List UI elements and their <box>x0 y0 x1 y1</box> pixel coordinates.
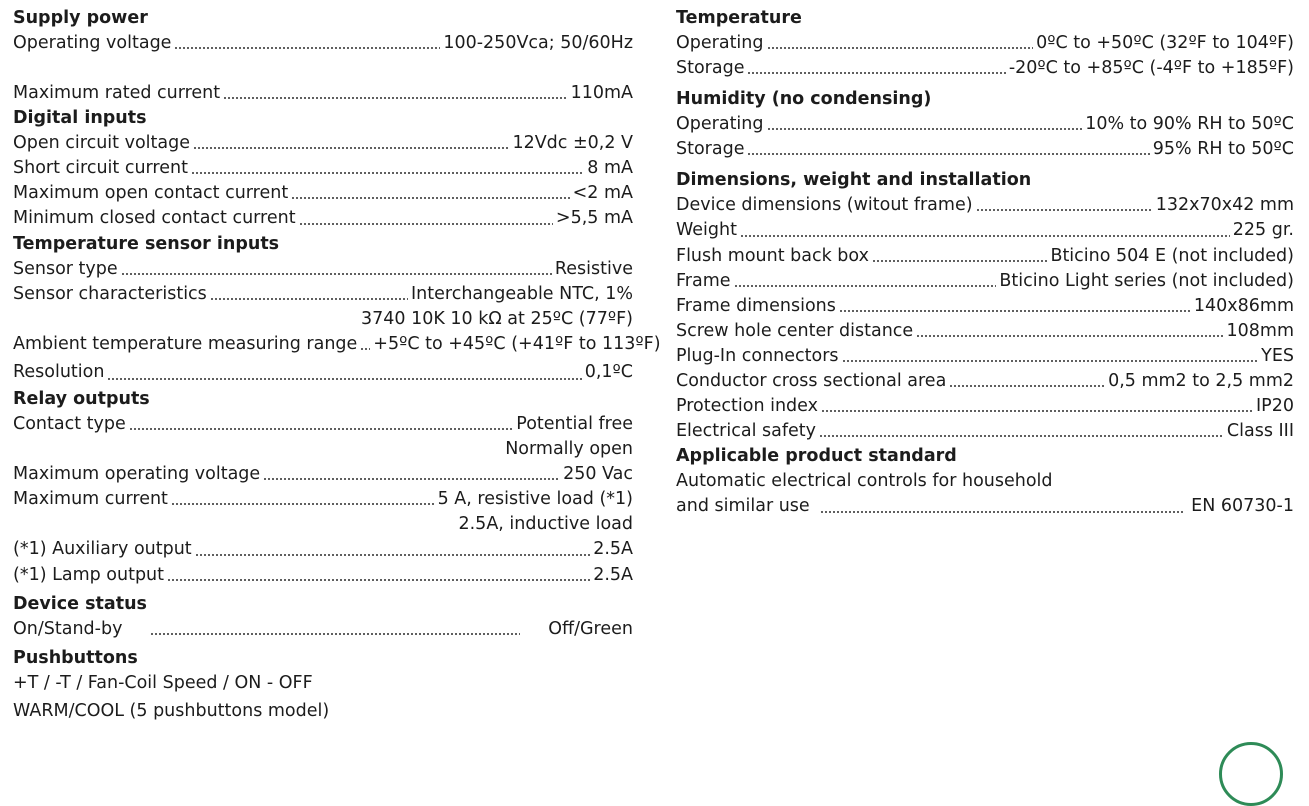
spec-value-continuation: 3740 10K 10 kΩ at 25ºC (77ºF) <box>361 308 633 329</box>
dot-leader <box>174 47 440 49</box>
spec-label: Frame <box>676 270 731 291</box>
dot-leader <box>193 147 509 149</box>
spec-row-on-standby <box>13 617 633 642</box>
spec-label: Short circuit current <box>13 158 188 179</box>
device-status-heading: Device status <box>13 593 147 614</box>
spec-row <box>676 369 1294 394</box>
spec-label: Maximum open contact current <box>13 183 289 204</box>
dot-leader <box>171 503 435 505</box>
humidity-heading: Humidity (no condensing) <box>676 89 932 110</box>
dot-leader <box>734 285 997 287</box>
spec-value: 108mm <box>1226 320 1294 341</box>
dot-leader <box>839 310 1191 312</box>
spec-label: Minimum closed contact current <box>13 208 296 229</box>
spec-value: 132x70x42 mm <box>1155 195 1294 216</box>
spec-row-auxiliary-output <box>13 537 633 562</box>
dot-leader <box>223 97 567 99</box>
dot-leader <box>740 235 1230 237</box>
spec-label: Operating <box>676 33 764 53</box>
spec-label: Maximum rated current <box>13 83 221 104</box>
spec-row <box>13 131 633 156</box>
dot-leader <box>263 478 560 480</box>
spec-row <box>13 181 633 206</box>
spec-value: YES <box>1261 345 1294 366</box>
pushbuttons-line: WARM/COOL (5 pushbuttons model) <box>13 700 330 721</box>
spec-row-lamp-output <box>13 563 633 588</box>
spec-label: Operating voltage <box>13 33 172 53</box>
spec-value: 250 Vac <box>563 464 633 485</box>
spec-label: Weight <box>676 220 737 241</box>
spec-row <box>676 218 1294 243</box>
dot-leader <box>210 298 408 300</box>
spec-label: Storage <box>676 139 745 160</box>
pushbuttons-line: +T / -T / Fan-Coil Speed / ON - OFF <box>13 672 313 693</box>
spec-row <box>676 31 1294 56</box>
spec-value: Bticino 504 E (not included) <box>1050 245 1294 266</box>
spec-row <box>676 419 1294 444</box>
spec-value: 110mA <box>570 83 633 104</box>
spec-value: Bticino Light series (not included) <box>999 270 1294 291</box>
pushbuttons-heading: Pushbuttons <box>13 647 138 668</box>
spec-value: 100-250Vca; 50/60Hz <box>443 33 633 53</box>
digital-inputs-heading: Digital inputs <box>13 108 147 129</box>
spec-value: 95% RH to 50ºC <box>1152 139 1294 160</box>
dot-leader <box>767 128 1083 130</box>
spec-row-resolution <box>13 357 633 387</box>
dot-leader <box>195 554 591 556</box>
dot-leader <box>107 378 581 380</box>
dot-leader <box>167 579 590 581</box>
spec-row <box>676 137 1294 162</box>
spec-row-max-operating-voltage <box>13 462 633 487</box>
spec-label: Open circuit voltage <box>13 133 190 154</box>
spec-label: Conductor cross sectional area <box>676 371 947 392</box>
spec-row <box>676 269 1294 294</box>
spec-row <box>676 56 1294 81</box>
spec-row <box>676 344 1294 369</box>
dimensions-heading: Dimensions, weight and installation <box>676 170 1032 191</box>
spec-value: 12Vdc ±0,2 V <box>512 133 633 154</box>
dot-leader <box>299 223 553 225</box>
spec-row <box>676 193 1294 218</box>
dot-leader <box>819 435 1224 437</box>
spec-row <box>676 294 1294 319</box>
dot-leader <box>842 360 1259 362</box>
spec-label: Electrical safety <box>676 421 816 442</box>
spec-row-standard <box>676 494 1294 519</box>
spec-value: 140x86mm <box>1193 295 1294 316</box>
spec-value: 2.5A <box>593 539 633 560</box>
spec-label: Protection index <box>676 396 818 417</box>
dot-leader <box>767 47 1034 49</box>
spec-label: Contact type <box>13 413 126 434</box>
dot-leader <box>191 172 584 174</box>
spec-row <box>676 112 1294 137</box>
spec-value: Interchangeable NTC, 1% <box>411 283 633 304</box>
spec-label: Sensor characteristics <box>13 283 207 304</box>
spec-value: >5,5 mA <box>555 208 633 229</box>
spec-label: (*1) Lamp output <box>13 564 165 585</box>
spec-value: 225 gr. <box>1232 220 1294 241</box>
spec-value-continuation: 2.5A, inductive load <box>458 514 633 535</box>
spec-value: Class III <box>1226 421 1294 442</box>
spec-label: Operating <box>676 114 764 135</box>
spec-value: Potential free <box>516 413 633 434</box>
spec-label: Sensor type <box>13 258 118 279</box>
relay-outputs-heading: Relay outputs <box>13 388 150 409</box>
spec-label: Maximum operating voltage <box>13 464 261 485</box>
spec-label: Device dimensions (witout frame) <box>676 195 973 216</box>
spec-value: 10% to 90% RH to 50ºC <box>1085 114 1294 135</box>
spec-label: Resolution <box>13 361 105 382</box>
spec-value: IP20 <box>1256 396 1294 417</box>
spec-value: Off/Green <box>548 618 633 639</box>
dot-leader <box>747 72 1005 74</box>
spec-row <box>676 319 1294 344</box>
spec-row <box>676 394 1294 419</box>
dot-leader <box>976 209 1153 211</box>
spec-value: 2.5A <box>593 564 633 585</box>
standard-line: Automatic electrical controls for household <box>676 471 1053 492</box>
right-spec-column <box>676 6 1294 520</box>
spec-row-contact-type <box>13 412 633 437</box>
dot-leader <box>291 197 569 199</box>
brand-logo-icon <box>1219 742 1283 806</box>
spec-label: On/Stand-by <box>13 618 123 639</box>
dot-leader <box>150 633 520 635</box>
spec-row-operating-voltage <box>13 31 633 56</box>
spec-label: and similar use <box>676 496 810 517</box>
spec-value: 0,1ºC <box>584 361 633 382</box>
spec-value: <2 mA <box>572 183 633 204</box>
spec-value: 8 mA <box>587 158 633 179</box>
dot-leader <box>872 260 1048 262</box>
spec-row-sensor-type <box>13 257 633 282</box>
dot-leader <box>121 273 552 275</box>
spec-value: +5ºC to +45ºC (+41ºF to 113ºF) <box>373 333 661 354</box>
left-spec-column <box>13 6 661 726</box>
spec-value: -20ºC to +85ºC (-4ºF to +185ºF) <box>1008 58 1294 79</box>
spec-label: Maximum current <box>13 489 168 510</box>
spec-value-continuation: Normally open <box>505 439 633 460</box>
spec-label: Ambient temperature measuring range <box>13 333 358 354</box>
dot-leader <box>821 410 1253 412</box>
dot-leader <box>747 153 1149 155</box>
product-standard-heading: Applicable product standard <box>676 446 957 467</box>
spec-label: Screw hole center distance <box>676 320 914 341</box>
dot-leader <box>949 385 1105 387</box>
spec-label: Flush mount back box <box>676 245 869 266</box>
spec-row-max-current <box>13 487 633 512</box>
spec-row <box>13 156 633 181</box>
temperature-sensor-heading: Temperature sensor inputs <box>13 233 280 254</box>
spec-value: 0ºC to +50ºC (32ºF to 104ºF) <box>1036 33 1294 53</box>
spec-row <box>13 206 633 231</box>
dot-leader <box>129 428 514 430</box>
dot-leader <box>820 511 1183 513</box>
spec-row-measuring-range <box>13 332 661 357</box>
dot-leader <box>360 348 370 350</box>
spec-row-max-rated-current <box>13 81 633 106</box>
spec-value: 5 A, resistive load (*1) <box>437 489 633 510</box>
spec-label: Frame dimensions <box>676 295 836 316</box>
dot-leader <box>916 335 1223 337</box>
spec-row <box>676 244 1294 269</box>
spec-label: Plug-In connectors <box>676 345 839 366</box>
spec-row-sensor-characteristics <box>13 282 633 307</box>
spec-value: EN 60730-1 <box>1191 496 1294 517</box>
spec-value: Resistive <box>554 258 633 279</box>
spec-value: 0,5 mm2 to 2,5 mm2 <box>1108 371 1294 392</box>
spec-label: (*1) Auxiliary output <box>13 539 192 560</box>
spec-label: Storage <box>676 58 745 79</box>
temperature-heading: Temperature <box>676 8 802 28</box>
supply-power-heading: Supply power <box>13 8 148 28</box>
